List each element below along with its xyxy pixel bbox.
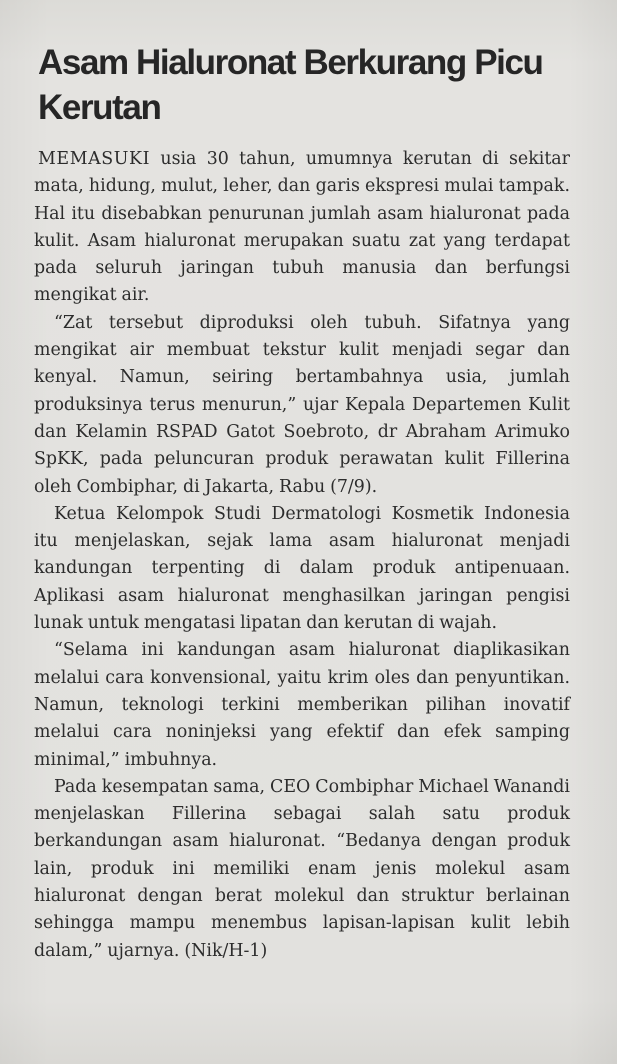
article-body xyxy=(34,146,570,965)
article-paragraph-2: “Zat tersebut diproduksi oleh tubuh. Sifatnya yang mengikat air membuat tekstur kulit menjadi segar dan kenyal. Namun, seiring bertambahnya usia, jumlah produksinya terus menurun,” ujar Kepala Departemen Kulit dan Kelamin RSPAD Gatot Soebroto, dr Abraham Arimuko SpKK, pada peluncuran produk perawatan kulit Fillerina oleh Combiphar, di Jakarta, Rabu (7/9). xyxy=(34,312,570,497)
article-headline: Asam Hialuronat Berkurang Picu Kerutan xyxy=(38,43,543,127)
article-paragraph-4: “Selama ini kandungan asam hialuronat diaplikasikan melalui cara konvensional, yaitu krim oles dan penyuntikan. Namun, teknologi terkini memberikan pilihan inovatif melalui cara noninjeksi yang efektif dan efek samping minimal,” imbuhnya. xyxy=(34,640,570,770)
article-paragraph-3: Ketua Kelompok Studi Dermatologi Kosmetik Indonesia itu menjelaskan, sejak lama asam hialuronat menjadi kandungan terpenting di dalam produk antipenuaan. Aplikasi asam hialuronat menghasilkan jaringan pengisi lunak untuk mengatasi lipatan dan kerutan di wajah. xyxy=(34,503,570,634)
article-paragraph-5: Pada kesempatan sama, CEO Combiphar Michael Wanandi menjelaskan Fillerina sebagai salah satu produk berkandungan asam hialuronat. “Bedanya dengan produk lain, produk ini memiliki enam jenis molekul asam hialuronat dengan berat molekul dan struktur berlainan sehingga mampu menembus lapisan-lapisan kulit lebih dalam,” ujarnya. (Nik/H-1) xyxy=(34,776,570,961)
article-lead-word: MEMASUKI xyxy=(38,149,151,169)
article-paragraph-1 xyxy=(34,146,570,310)
article-paragraph-1-text: usia 30 tahun, umumnya kerutan di sekitar mata, hidung, mulut, leher, dan garis ekspresi mulai tampak. Hal itu disebabkan penurunan jumlah asam hialuronat pada kulit. Asam hialuronat merupakan suatu zat yang terdapat pada seluruh jaringan tubuh manusia dan berfungsi mengikat air. xyxy=(34,149,570,306)
